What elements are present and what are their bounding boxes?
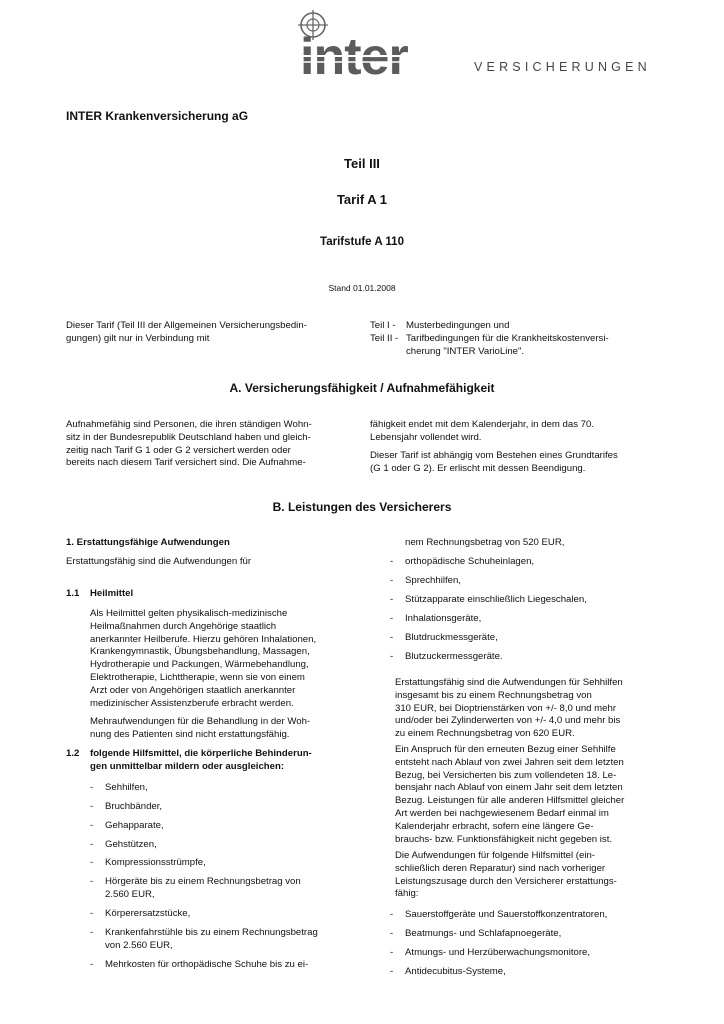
intro-ref-3: cherung "INTER VarioLine". <box>406 346 525 357</box>
subsection-1-title: 1. Erstattungsfähige Aufwendungen <box>66 537 230 548</box>
anspruch-paragraph: Ein Anspruch für den erneuten Bezug einer Sehhilfe entsteht nach Ablauf von zwei Jahren seit dem letzten Bezug, bei Versicherten bis zum vollendeten 18. Le- bensjahr nach Ablauf von einem Jahr seit dem letzten Bezug. Leistungen für alle anderen Hilfsmittel gleicher Art werden bei nachgewiesenem Bedarf einmal im Kalenderjahr erbracht, sofern eine längere Ge- brauchs- bzw. Funktionsfähigkeit nicht gegeben ist. <box>395 744 625 845</box>
company-name: INTER Krankenversicherung aG <box>66 109 249 123</box>
leistungszusage-paragraph: Die Aufwendungen für folgende Hilfsmittel (ein- schließlich deren Reparatur) sind nach vorheriger Leistungszusage durch den Versicherer erstattungs- fähig: <box>395 850 617 900</box>
heilmittel-title: Heilmittel <box>90 588 134 599</box>
section-a-left: Aufnahmefähig sind Personen, die ihren ständigen Wohn- sitz in der Bundesrepublik Deutschland haben und gleich- zeitig nach Tarif G 1 oder G 2 versichert werden oder bereits nach diesem Tarif versichert sind. Die Aufnahme- <box>66 419 312 469</box>
logo-subtitle: VERSICHERUNGEN <box>474 60 651 74</box>
tariff-level-title: Tarifstufe A 110 <box>320 236 404 248</box>
stand-date: Stand 01.01.2008 <box>328 283 396 293</box>
tariff-title: Tarif A 1 <box>336 192 388 207</box>
section-a-right-2: Dieser Tarif ist abhängig vom Bestehen eines Grundtarifes (G 1 oder G 2). Er erlischt mit dessen Beendigung. <box>370 450 618 474</box>
section-a-heading: A. Versicherungsfähigkeit / Aufnahmefähigkeit <box>229 381 495 395</box>
section-a-right-1: fähigkeit endet mit dem Kalenderjahr, in dem das 70. Lebensjahr vollendet wird. <box>370 419 594 443</box>
intro-ref-2: Teil II - Tarifbedingungen für die Krankheitskostenversi- <box>370 333 609 344</box>
part-title: Teil III <box>344 156 380 171</box>
intro-ref-1: Teil I - Musterbedingungen und <box>370 320 510 331</box>
logo-word: inter <box>300 34 408 78</box>
heilmittel-number: 1.1 <box>66 588 80 599</box>
intro-left-text: Dieser Tarif (Teil III der Allgemeinen Versicherungsbedin- gungen) gilt nur in Verbindung mit <box>66 320 307 344</box>
sehhilfen-paragraph: Erstattungsfähig sind die Aufwendungen für Sehhilfen insgesamt bis zu einem Rechnungsbetrag von 310 EUR, bei Dioptrienstärken von +/- 8,0 und mehr und/oder bei Zylinderwerten von +/- 4,0 und mehr bis zu einem Rechnungsbetrag von 620 EUR. <box>395 677 623 740</box>
subsection-1-text: Erstattungsfähig sind die Aufwendungen für <box>66 556 252 567</box>
heilmittel-text: Als Heilmittel gelten physikalisch-medizinische Heilmaßnahmen durch Angehörige staatlich anerkannter Heilberufe. Hierzu gehören Inhalationen, Krankengymnastik, Übungsbehandlung, Massagen, Hydrotherapie und Packungen, Wärmebehandlung, Elektrotherapie, Lichttherapie, wenn sie von einem Arzt oder von Angehörigen staatlich anerkannter medizinischer Assistenzberufe erbracht werden. <box>90 608 317 709</box>
heilmittel-text-2: Mehraufwendungen für die Behandlung in der Woh- nung des Patienten sind nicht erstattungsfähig. <box>90 716 311 740</box>
inter-wordmark <box>300 34 490 78</box>
hilfsmittel-number: 1.2 <box>66 748 80 759</box>
section-b-heading: B. Leistungen des Versicherers <box>272 500 452 514</box>
hilfsmittel-title: folgende Hilfsmittel, die körperliche Behinderun- gen unmittelbar mildern oder ausgleichen: <box>90 748 312 772</box>
